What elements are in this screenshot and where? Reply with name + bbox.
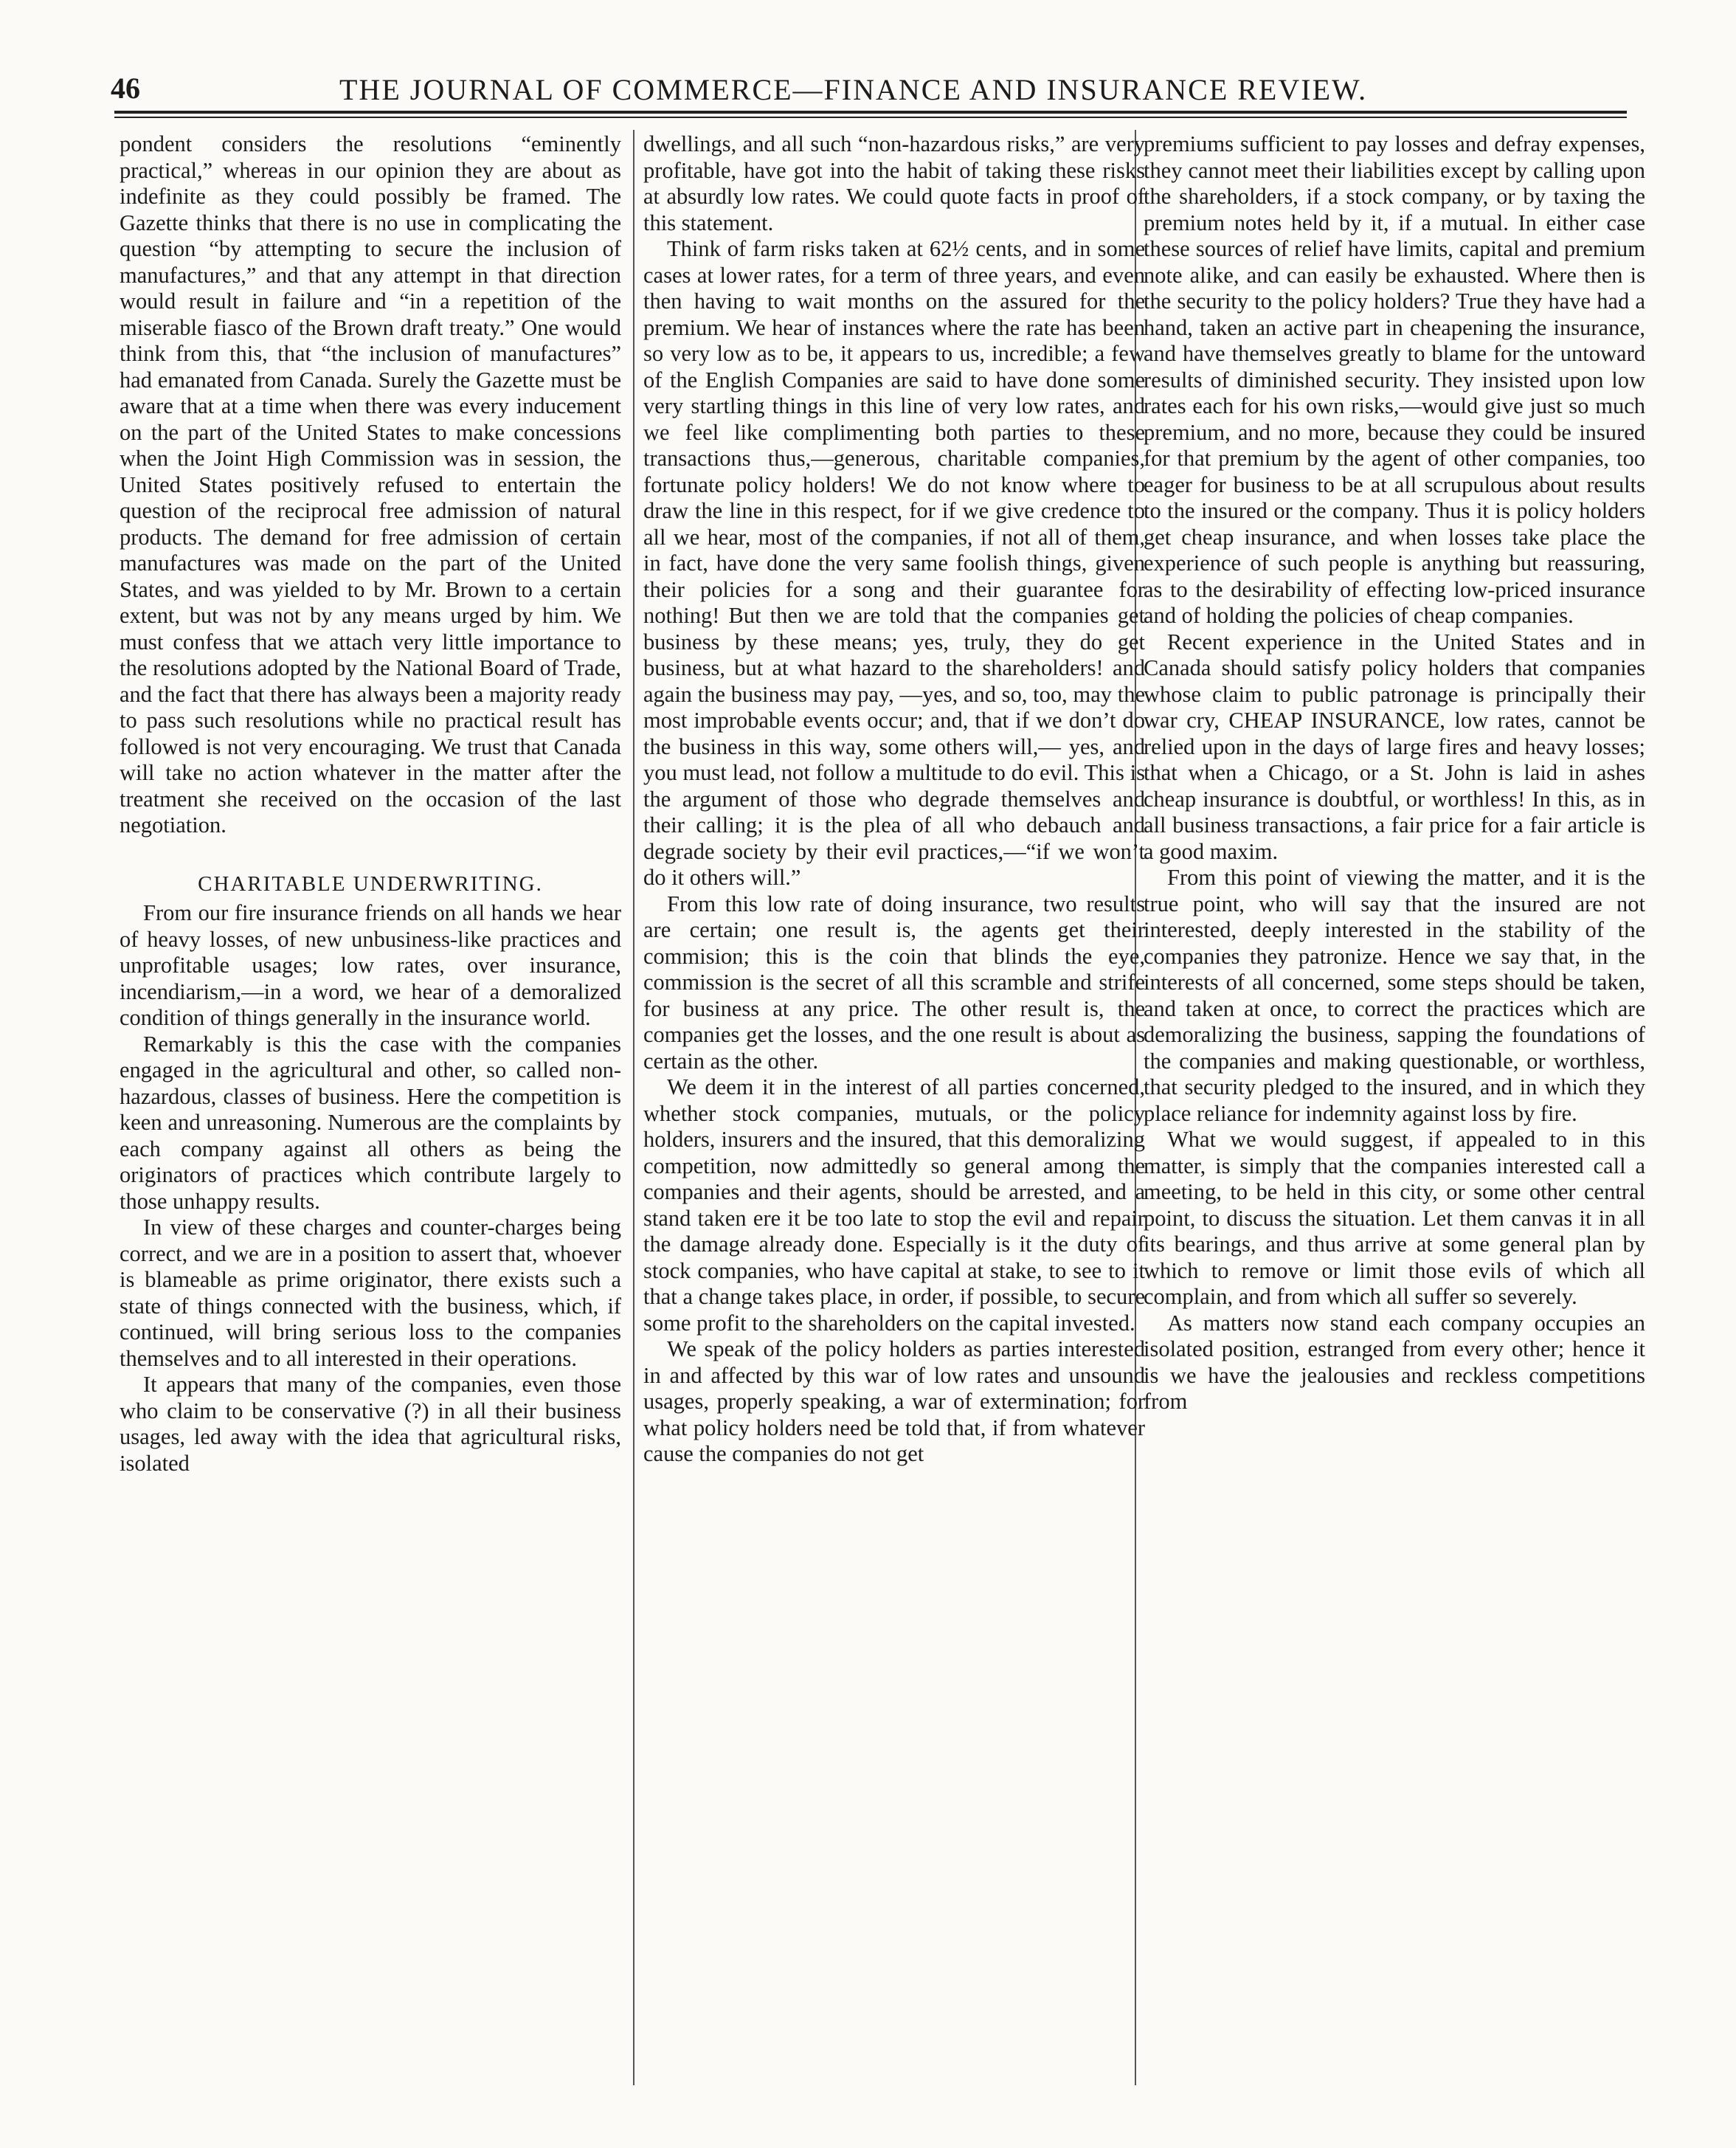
journal-title: THE JOURNAL OF COMMERCE—FINANCE AND INSURANCE REVIEW. [339,73,1368,106]
paragraph: pondent considers the resolutions “eminently practical,” whereas in our opinion they are about as indefinite as they could possibly be framed. The Gazette thinks that there is no use in complicating the question “by attempting to secure the inclusion of manufactures,” and that any attempt in that direction would result in failure and “in a repetition of the miserable fiasco of the Brown draft treaty.” One would think from this, that “the inclusion of manufactures” had emanated from Canada. Surely the Gazette must be aware that at a time when there was every inducement on the part of the United States to make concessions when the Joint High Commission was in session, the United States positively refused to entertain the question of the reciprocal free admission of natural products. The demand for free admission of certain manufactures was made on the part of the United States, and was yielded to by Mr. Brown to a certain extent, but was not by any means urged by him. We must confess that we attach very little importance to the resolutions adopted by the National Board of Trade, and the fact that there has always been a majority ready to pass such resolutions while no practical result has followed is not very encouraging. We trust that Canada will take no action whatever in the matter after the treatment she received on the occasion of the last negotiation. [120,131,621,838]
paragraph: Remarkably is this the case with the companies engaged in the agricultural and other, so called non-hazardous, classes of business. Here the competition is keen and unreasoning. Numerous are the complaints by each company against all others as being the originators of practices which contribute largely to those unhappy results. [120,1031,621,1214]
paragraph: premiums sufficient to pay losses and defray expenses, they cannot meet their liabilities except by calling upon the shareholders, if a stock company, or by taxing the premium notes held by it, if a mutual. In either case these sources of relief have limits, capital and premium note alike, and can easily be exhausted. Where then is the security to the policy holders? True they have had a hand, taken an active part in cheapening the insurance, and have themselves greatly to blame for the untoward results of diminished security. They insisted upon low rates each for his own risks,—would give just so much premium, and no more, because they could be insured for that premium by the agent of other companies, too eager for business to be at all scrupulous about results to the insured or the company. Thus it is policy holders get cheap insurance, and when losses take place the experience of such people is anything but reassuring, as to the desirability of effecting low-priced insurance and of holding the policies of cheap companies. [1144,131,1645,628]
header-rule-thin [114,117,1627,118]
paragraph: It appears that many of the companies, even those who claim to be conservative (?) in all their business usages, led away with the idea that agricultural risks, isolated [120,1372,621,1476]
column-divider-1 [633,130,634,2085]
page-header [111,66,1630,111]
paragraph: We deem it in the interest of all parties concerned, whether stock companies, mutuals, or the policy holders, insurers and the insured, that this demoralizing competition, now admittedly so general among the companies and their agents, should be arrested, and a stand taken ere it be too late to stop the evil and repair the damage already done. Especially is it the duty of stock companies, who have capital at stake, to see to it that a change takes place, in order, if possible, to secure some profit to the shareholders on the capital invested. [643,1074,1145,1336]
paragraph: From this low rate of doing insurance, two results are certain; one result is, the agents get their commision; this is the coin that blinds the eye, commission is the secret of all this scramble and strife for business at any price. The other result is, the companies get the losses, and the one result is about as certain as the other. [643,891,1145,1074]
header-rule-thick [114,111,1627,114]
paragraph: From this point of viewing the matter, and it is the true point, who will say that the insured are not interested, deeply interested in the stability of the companies they patronize. Hence we say that, in the interests of all concerned, some steps should be taken, and taken at once, to correct the practices which are demoralizing the business, sapping the foundations of the companies and making questionable, or worthless, that security pledged to the insured, and in which they place reliance for indemnity against loss by fire. [1144,865,1645,1126]
paragraph: Recent experience in the United States and in Canada should satisfy policy holders that companies whose claim to public patronage is principally their war cry, CHEAP INSURANCE, low rates, cannot be relied upon in the days of large fires and heavy losses; that when a Chicago, or a St. John is laid in ashes cheap insurance is doubtful, or worthless! In this, as in all business transactions, a fair price for a fair article is a good maxim. [1144,629,1645,864]
column-2 [643,131,1145,2138]
paragraph: dwellings, and all such “non-hazardous risks,” are very profitable, have got into the habit of taking these risks at absurdly low rates. We could quote facts in proof of this statement. [643,131,1145,235]
section-heading: CHARITABLE UNDERWRITING. [198,871,543,896]
paragraph: What we would suggest, if appealed to in this matter, is simply that the companies interested call a meeting, to be held in this city, or some other central point, to discuss the situation. Let them canvas it in all its bearings, and thus arrive at some general plan by which to remove or limit those evils of which all complain, and from which all suffer so severely. [1144,1127,1645,1309]
paragraph: As matters now stand each company occupies an isolated position, estranged from every other; hence it is we have the jealousies and reckless competitions from [1144,1310,1645,1414]
page-number: 46 [111,72,140,105]
paragraph: Think of farm risks taken at 62½ cents, and in some cases at lower rates, for a term of three years, and even then having to wait months on the assured for the premium. We hear of instances where the rate has been so very low as to be, it appears to us, incredible; a few of the English Companies are said to have done some very startling things in this line of very low rates, and we feel like complimenting both parties to these transactions thus,—generous, charitable companies, fortunate policy holders! We do not know where to draw the line in this respect, for if we give credence to all we hear, most of the companies, if not all of them, in fact, have done the very same foolish things, given their policies for a song and their guarantee for nothing! But then we are told that the companies get business by these means; yes, truly, they do get business, but at what hazard to the shareholders! and again the business may pay, —yes, and so, too, may the most improbable events occur; and, that if we don’t do the business in this way, some others will,— yes, and you must lead, not follow a multitude to do evil. This is the argument of those who degrade themselves and their calling; it is the plea of all who debauch and degrade society by their evil practices,—“if we won’t do it others will.” [643,236,1145,890]
paragraph: We speak of the policy holders as parties interested in and affected by this war of low rates and unsound usages, properly speaking, a war of extermination; for what policy holders need be told that, if from whatever cause the companies do not get [643,1336,1145,1466]
paragraph: From our fire insurance friends on all hands we hear of heavy losses, of new unbusiness-like practices and unprofitable usages; low rates, over insurance, incendiarism,—in a word, we hear of a demoralized condition of things generally in the insurance world. [120,900,621,1030]
paragraph: In view of these charges and counter-charges being correct, and we are in a position to assert that, whoever is blameable as prime originator, there exists such a state of things connected with the business, which, if continued, will bring serious loss to the companies themselves and to all interested in their operations. [120,1215,621,1371]
column-3 [1144,131,1645,2138]
column-1 [120,131,621,2138]
